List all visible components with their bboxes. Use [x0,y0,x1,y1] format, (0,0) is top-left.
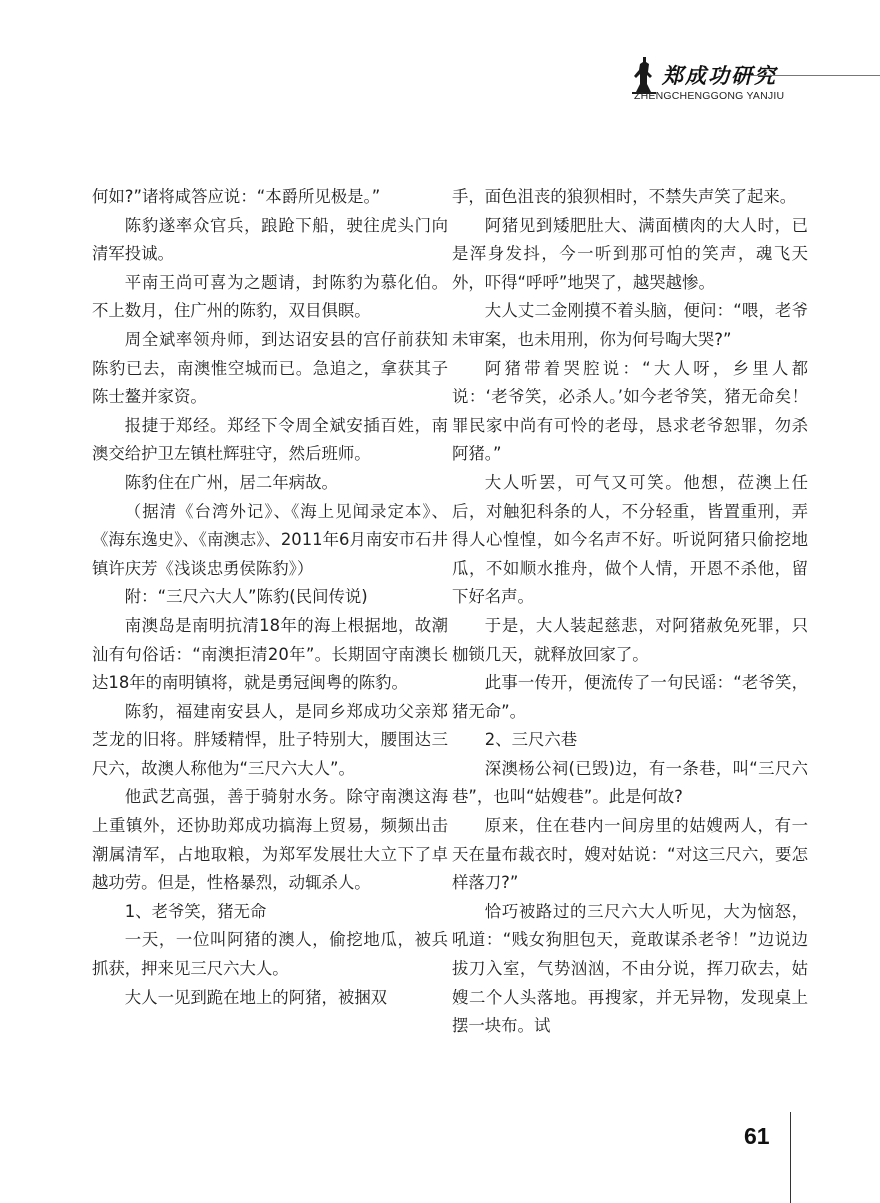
paragraph: 1、老爷笑，猪无命 [124,901,267,921]
paragraph: 一天，一位叫阿猪的澳人，偷挖地瓜，被兵抓获，押来见三尺六大人。 [92,930,448,979]
paragraph: 他武艺高强，善于骑射水务。除守南澳这海上重镇外，还协助郑成功搞海上贸易，频频出击潮属清军，占地取粮，为郑军发展壮大立下了卓越功劳。但是，性格暴烈，动辄杀人。 [92,787,448,893]
paragraph: 此事一传开，便流传了一句民谣：“老爷笑，猪无命”。 [452,673,808,721]
page-rule [790,1112,791,1203]
paragraph: 陈豹遂率众官兵，踉跄下船，驶往虎头门向清军投诚。 [92,215,448,264]
statue-logo-icon [628,54,660,94]
paragraph: 大人丈二金刚摸不着头脑，便问：“喂，老爷未审案，也未用刑，你为何号啕大哭?” [452,301,808,349]
page-number: 61 [744,1123,770,1149]
paragraph: 恰巧被路过的三尺六大人听见，大为恼怒，吼道：“贱女狗胆包天，竟敢谋杀老爷！”边说边拔刀入室，气势汹汹，不由分说，挥刀砍去，姑嫂二个人头落地。再搜家，并无异物，发现桌上摆一块布。试 [452,901,808,1036]
right-column [452,183,808,1041]
paragraph: 陈豹住在广州，居二年病故。 [124,472,338,492]
paragraph: 阿猪见到矮肥肚大、满面横肉的大人时，已是浑身发抖，今一听到那可怕的笑声，魂飞天外，吓得“呼呼”地哭了，越哭越惨。 [452,215,808,292]
left-column [92,183,448,1012]
paragraph: 南澳岛是南明抗清18年的海上根据地，故潮汕有句俗话：“南澳拒清20年”。长期固守南澳长达18年的南明镇将，就是勇冠闽粤的陈豹。 [92,615,448,693]
paragraph: 周全斌率领舟师，到达诏安县的宫仔前获知陈豹已去，南澳惟空城而已。急追之，拿获其子陈士鳌并家资。 [92,329,448,407]
paragraph: 深澳杨公祠(已毁)边，有一条巷，叫“三尺六巷”，也叫“姑嫂巷”。此是何故? [452,758,808,807]
paragraph: 报捷于郑经。郑经下令周全斌安插百姓，南澳交给护卫左镇杜辉驻守，然后班师。 [92,415,448,464]
paragraph: 手，面色沮丧的狼狈相时，不禁失声笑了起来。 [452,187,797,206]
paragraph: 原来，住在巷内一间房里的姑嫂两人，有一天在量布裁衣时，嫂对姑说：“对这三尺六，要怎样落刀?” [452,816,808,893]
paragraph: 2、三尺六巷 [484,730,578,750]
paragraph: 陈豹，福建南安县人，是同乡郑成功父亲郑芝龙的旧将。胖矮精悍，肚子特别大，腰围达三尺六，故澳人称他为“三尺六大人”。 [92,701,448,778]
header-rule [750,75,880,76]
journal-header [628,48,880,108]
journal-title: 郑成功研究 [662,63,777,88]
paragraph: （据清《台湾外记》、《海上见闻录定本》、《海东逸史》、《南澳志》、2011年6月南安市石井镇许庆芳《浅谈忠勇侯陈豹》） [92,501,448,578]
paragraph: 于是，大人装起慈悲，对阿猪赦免死罪，只枷锁几天，就释放回家了。 [452,615,808,664]
paragraph: 何如?”诸将咸答应说：“本爵所见极是。” [92,187,381,206]
paragraph: 阿猪带着哭腔说：“大人呀，乡里人都说：‘老爷笑，必杀人。’如今老爷笑，猪无命矣！罪民家中尚有可怜的老母，恳求老爷恕罪，勿杀阿猪。” [452,358,808,464]
paragraph: 附：“三尺六大人”陈豹(民间传说) [124,587,368,607]
paragraph: 大人一见到跪在地上的阿猪，被捆双 [124,987,388,1007]
paragraph: 平南王尚可喜为之题请，封陈豹为慕化伯。不上数月，住广州的陈豹，双目俱瞑。 [92,272,448,321]
paragraph: 大人听罢，可气又可笑。他想，莅澳上任后，对触犯科条的人，不分轻重，皆置重刑，弄得人心惶惶，如今名声不好。听说阿猪只偷挖地瓜，不如顺水推舟，做个人情，开恩不杀他，留下好名声。 [452,472,808,607]
journal-subtitle: ZHENGCHENGGONG YANJIU [634,90,785,102]
